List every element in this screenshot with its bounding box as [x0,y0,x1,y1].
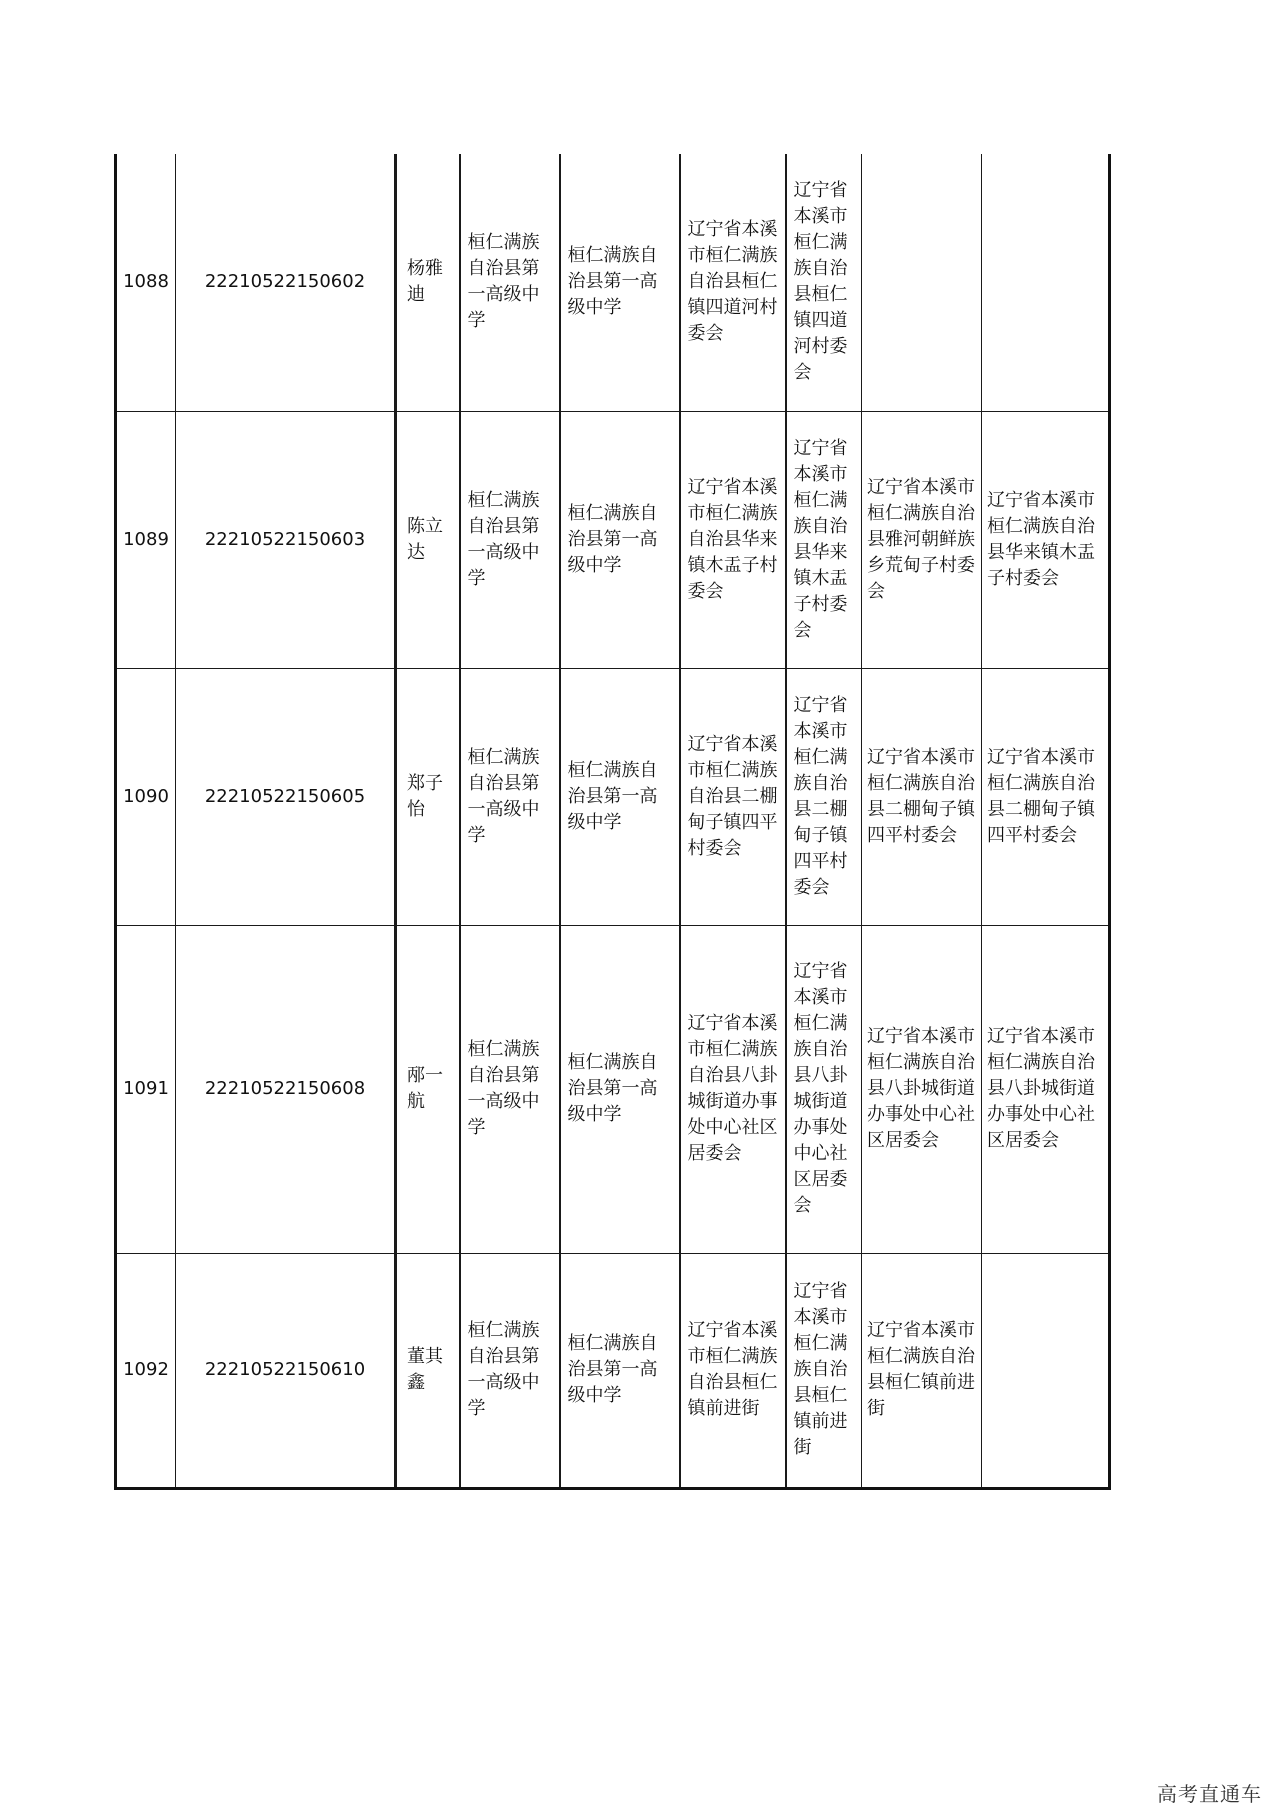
address-cell-1 [680,668,786,925]
address-cell-1 [680,1253,786,1488]
name-cell [396,411,460,668]
address-cell-3 [862,668,982,925]
table-row [116,1253,1110,1488]
address-cell-2 [786,1253,862,1488]
graduating-school: 桓仁满族自治县第一高级中学 [467,746,540,846]
row-number: 1091 [123,1078,169,1099]
student-name: 董其鑫 [407,1346,443,1393]
address-cell-3 [862,1253,982,1488]
school-cell [560,154,680,411]
candidate-id-cell [176,411,396,668]
graduating-school-cell [460,1253,560,1488]
address-4: 辽宁省本溪市桓仁满族自治县八卦城街道办事处中心社区居委会 [987,1026,1095,1151]
student-name: 邴一航 [407,1065,443,1112]
graduating-school-cell [460,411,560,668]
row-number: 1088 [123,271,169,293]
address-cell-2 [786,411,862,668]
row-number-cell [116,668,176,925]
address-cell-1 [680,154,786,411]
address-3: 辽宁省本溪市桓仁满族自治县桓仁镇前进街 [867,1320,975,1419]
name-cell [396,1253,460,1488]
graduating-school-cell [460,925,560,1253]
address-cell-4 [982,411,1110,668]
school-cell [560,411,680,668]
address-2: 辽宁省本溪市桓仁满族自治县桓仁镇前进街 [793,1281,848,1458]
address-4: 辽宁省本溪市桓仁满族自治县二棚甸子镇四平村委会 [987,746,1095,846]
address-2: 辽宁省本溪市桓仁满族自治县二棚甸子镇四平村委会 [793,694,848,898]
candidate-id: 22210522150602 [204,271,366,293]
row-number-cell [116,1253,176,1488]
school-name: 桓仁满族自治县第一高级中学 [567,1052,658,1125]
address-cell-2 [786,925,862,1253]
student-name: 杨雅迪 [407,258,443,306]
candidate-id-cell [176,925,396,1253]
table-row [116,668,1110,925]
address-3: 辽宁省本溪市桓仁满族自治县八卦城街道办事处中心社区居委会 [867,1026,975,1151]
student-name: 郑子怡 [407,772,443,820]
address-cell-4 [982,154,1110,411]
address-1: 辽宁省本溪市桓仁满族自治县二棚甸子镇四平村委会 [687,733,778,859]
name-cell [396,154,460,411]
name-cell [396,668,460,925]
candidate-id-cell [176,1253,396,1488]
candidate-id-cell [176,668,396,925]
candidate-id: 22210522150608 [204,1078,366,1099]
address-1: 辽宁省本溪市桓仁满族自治县华来镇木盂子村委会 [687,476,778,602]
address-cell-3 [862,154,982,411]
address-cell-1 [680,411,786,668]
address-cell-4 [982,668,1110,925]
address-cell-4 [982,925,1110,1253]
graduating-school-cell [460,668,560,925]
table-row [116,925,1110,1253]
graduating-school: 桓仁满族自治县第一高级中学 [467,1320,540,1419]
address-2: 辽宁省本溪市桓仁满族自治县华来镇木盂子村委会 [793,437,848,641]
row-number: 1090 [123,785,169,807]
graduating-school: 桓仁满族自治县第一高级中学 [467,1039,540,1138]
school-cell [560,925,680,1253]
address-cell-1 [680,925,786,1253]
address-2: 辽宁省本溪市桓仁满族自治县桓仁镇四道河村委会 [793,180,848,384]
address-2: 辽宁省本溪市桓仁满族自治县八卦城街道办事处中心社区居委会 [793,961,848,1216]
graduating-school-cell [460,154,560,411]
address-3: 辽宁省本溪市桓仁满族自治县雅河朝鲜族乡荒甸子村委会 [867,476,975,602]
address-4: 辽宁省本溪市桓仁满族自治县华来镇木盂子村委会 [987,489,1095,589]
school-name: 桓仁满族自治县第一高级中学 [567,502,658,576]
address-1: 辽宁省本溪市桓仁满族自治县桓仁镇前进街 [687,1320,778,1419]
address-cell-2 [786,668,862,925]
address-cell-4 [982,1253,1110,1488]
name-cell [396,925,460,1253]
row-number-cell [116,154,176,411]
graduating-school: 桓仁满族自治县第一高级中学 [467,489,540,589]
school-cell [560,1253,680,1488]
address-cell-3 [862,411,982,668]
row-number: 1089 [123,528,169,550]
address-1: 辽宁省本溪市桓仁满族自治县八卦城街道办事处中心社区居委会 [687,1013,778,1164]
address-1: 辽宁省本溪市桓仁满族自治县桓仁镇四道河村委会 [687,219,778,345]
candidate-id: 22210522150605 [204,785,366,807]
row-number-cell [116,411,176,668]
school-name: 桓仁满族自治县第一高级中学 [567,759,658,833]
school-cell [560,668,680,925]
candidate-id: 22210522150610 [204,1359,366,1380]
student-name: 陈立达 [407,515,443,563]
address-cell-3 [862,925,982,1253]
candidate-id-cell [176,154,396,411]
table-row [116,411,1110,668]
address-3: 辽宁省本溪市桓仁满族自治县二棚甸子镇四平村委会 [867,746,975,846]
student-roster-table [114,154,1111,1490]
watermark-text: 高考直通车 [1157,1782,1262,1806]
table-row [116,154,1110,411]
candidate-id: 22210522150603 [204,528,366,550]
row-number-cell [116,925,176,1253]
school-name: 桓仁满族自治县第一高级中学 [567,1333,658,1406]
school-name: 桓仁满族自治县第一高级中学 [567,245,658,319]
address-cell-2 [786,154,862,411]
graduating-school: 桓仁满族自治县第一高级中学 [467,232,540,332]
row-number: 1092 [123,1359,169,1380]
